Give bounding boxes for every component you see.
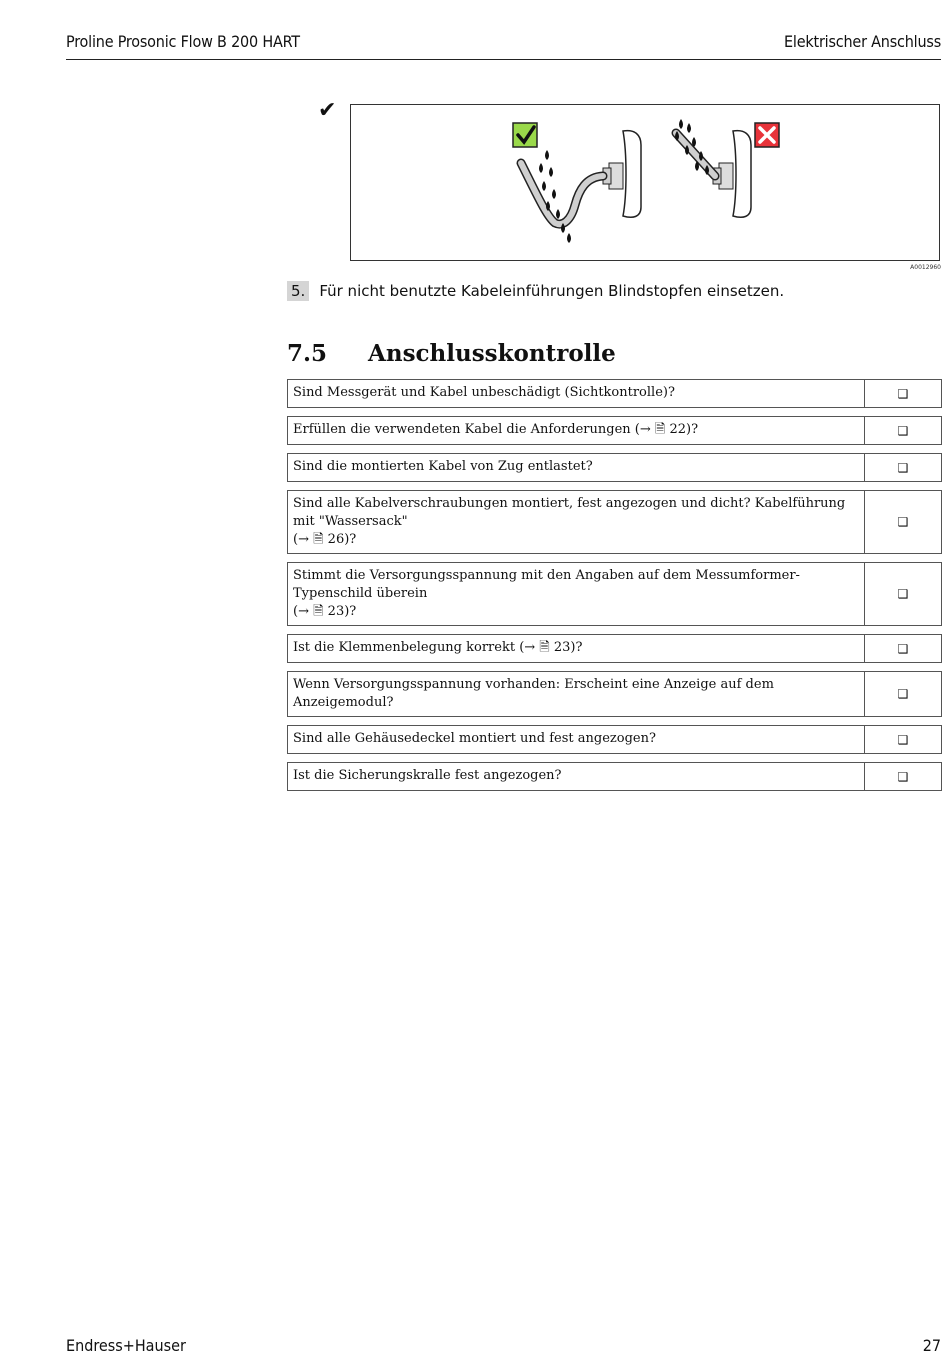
checkbox-icon[interactable]: ❑ <box>897 641 909 656</box>
header-document-title: Proline Prosonic Flow B 200 HART <box>66 32 300 51</box>
checklist-question <box>288 635 865 662</box>
checkbox-icon[interactable]: ❑ <box>897 687 909 701</box>
header-chapter-title: Elektrischer Anschluss <box>784 32 941 51</box>
footer-brand: Endress+Hauser <box>66 1336 186 1355</box>
checklist-question-line: Ist die Sicherungskralle fest angezogen? <box>293 768 562 783</box>
figure-id: A0012960 <box>910 264 941 271</box>
connection-checklist <box>287 379 942 799</box>
checklist-row <box>287 634 942 663</box>
checklist-question-line: Wenn Versorgungsspannung vorhanden: Erscheint eine Anzeige auf dem Anzeigemodul? <box>293 677 774 710</box>
checkmark-icon: ✔ <box>318 98 337 123</box>
checklist-question <box>288 417 865 444</box>
section-title: Anschlusskontrolle <box>368 340 616 367</box>
checklist-question <box>288 454 865 481</box>
checklist-row <box>287 453 942 482</box>
wrong-cross-icon <box>755 123 779 147</box>
checklist-question-line: Erfüllen die verwendeten Kabel die Anforderungen (→ 🗎 22)? <box>293 422 699 437</box>
step-number: 5. <box>287 281 309 301</box>
checklist-row <box>287 490 942 554</box>
checkbox-icon[interactable]: ❑ <box>897 386 909 401</box>
checklist-row <box>287 379 942 408</box>
ok-check-icon <box>513 123 537 147</box>
checklist-row <box>287 562 942 626</box>
checklist-question-line: (→ 🗎 26)? <box>293 532 357 547</box>
checklist-question <box>288 763 865 790</box>
checklist-question <box>288 563 865 625</box>
cable-routing-figure <box>350 104 940 261</box>
checklist-question-line: Sind alle Kabelverschraubungen montiert, fest angezogen und dicht? Kabelführung mit "Wassersack" <box>293 496 846 529</box>
checkbox-icon[interactable]: ❑ <box>897 732 909 747</box>
instruction-step <box>287 281 784 301</box>
checklist-question-line: Sind die montierten Kabel von Zug entlastet? <box>293 459 593 474</box>
checklist-row <box>287 725 942 754</box>
section-heading <box>287 340 616 367</box>
checklist-question <box>288 672 865 716</box>
page-number: 27 <box>922 1336 941 1355</box>
checklist-question-line: Stimmt die Versorgungsspannung mit den Angaben auf dem Messumformer-Typenschild überein <box>293 568 800 601</box>
checkbox-icon[interactable]: ❑ <box>897 460 909 475</box>
checkbox-icon[interactable]: ❑ <box>897 587 909 601</box>
checkbox-icon[interactable]: ❑ <box>897 769 909 784</box>
step-text: Für nicht benutzte Kabeleinführungen Blindstopfen einsetzen. <box>319 282 785 300</box>
checklist-row <box>287 762 942 791</box>
checklist-question-line: Ist die Klemmenbelegung korrekt (→ 🗎 23)? <box>293 640 583 655</box>
checkbox-icon[interactable]: ❑ <box>897 423 909 438</box>
cable-drip-loop-illustration <box>351 105 941 262</box>
section-number: 7.5 <box>287 340 328 367</box>
checklist-question-line: (→ 🗎 23)? <box>293 604 357 619</box>
checklist-question-line: Sind Messgerät und Kabel unbeschädigt (Sichtkontrolle)? <box>293 385 675 400</box>
header-divider <box>66 59 941 60</box>
checklist-row <box>287 671 942 717</box>
checklist-question <box>288 380 865 407</box>
checklist-row <box>287 416 942 445</box>
checklist-question <box>288 491 865 553</box>
checklist-question <box>288 726 865 753</box>
checklist-question-line: Sind alle Gehäusedeckel montiert und fest angezogen? <box>293 731 656 746</box>
checkbox-icon[interactable]: ❑ <box>897 515 909 529</box>
